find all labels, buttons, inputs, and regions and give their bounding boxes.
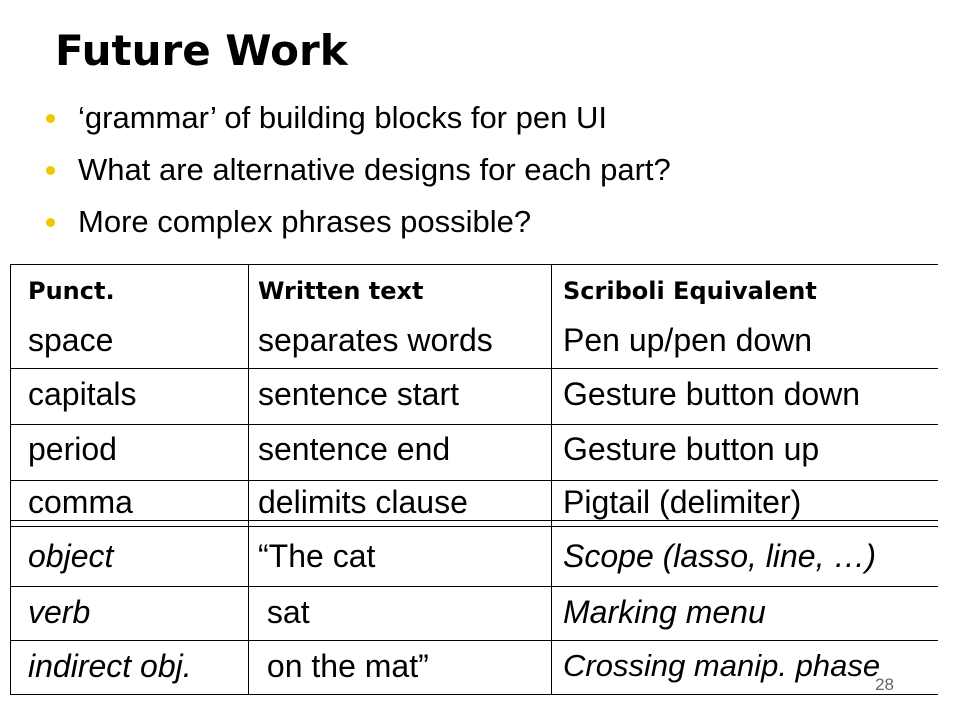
table-cell: comma bbox=[28, 484, 133, 520]
bullet-item bbox=[42, 196, 671, 248]
bullet-item bbox=[42, 92, 671, 144]
table-cell: on the mat” bbox=[258, 648, 429, 684]
bullet-dot-icon bbox=[46, 166, 55, 175]
table-rule bbox=[10, 526, 938, 527]
bullet-dot-icon bbox=[46, 218, 55, 227]
bullet-text: ‘grammar’ of building blocks for pen UI bbox=[78, 100, 607, 135]
table-cell: Pen up/pen down bbox=[563, 322, 813, 358]
bullet-dot-icon bbox=[46, 114, 55, 123]
table-divider bbox=[551, 264, 552, 694]
column-header: Punct. bbox=[28, 277, 115, 305]
grammar-table bbox=[10, 264, 938, 694]
page-number: 28 bbox=[875, 675, 894, 694]
table-cell: “The cat bbox=[258, 538, 376, 574]
table-cell: sentence end bbox=[258, 431, 451, 467]
table-cell: Gesture button up bbox=[563, 431, 820, 467]
table-cell: Scope (lasso, line, …) bbox=[563, 538, 877, 574]
column-header: Scriboli Equivalent bbox=[563, 277, 817, 305]
column-header: Written text bbox=[258, 277, 424, 305]
table-rule bbox=[10, 424, 938, 425]
bullet-text: What are alternative designs for each part? bbox=[78, 152, 671, 187]
table-cell: Crossing manip. phase bbox=[563, 648, 881, 683]
table-cell: capitals bbox=[28, 376, 137, 412]
bullet-list bbox=[42, 92, 671, 248]
table-divider bbox=[10, 264, 11, 694]
table-rule bbox=[10, 640, 938, 641]
bullet-item bbox=[42, 144, 671, 196]
table-cell: space bbox=[28, 322, 114, 358]
table-cell: indirect obj. bbox=[28, 648, 192, 684]
table-cell: Gesture button down bbox=[563, 376, 861, 412]
table-cell: verb bbox=[28, 594, 91, 630]
table-rule bbox=[10, 480, 938, 481]
table-cell: sat bbox=[258, 594, 310, 630]
table-divider bbox=[248, 264, 249, 694]
table-cell: period bbox=[28, 431, 117, 467]
table-cell: Marking menu bbox=[563, 594, 766, 630]
table-cell: delimits clause bbox=[258, 484, 468, 520]
table-rule bbox=[10, 368, 938, 369]
table-cell: separates words bbox=[258, 322, 493, 358]
table-rule bbox=[10, 694, 938, 695]
table-rule bbox=[10, 586, 938, 587]
slide-title: Future Work bbox=[55, 26, 348, 75]
table-cell: Pigtail (delimiter) bbox=[563, 484, 802, 520]
table-rule bbox=[10, 264, 938, 265]
bullet-text: More complex phrases possible? bbox=[78, 204, 532, 239]
table-cell: object bbox=[28, 538, 114, 574]
table-cell: sentence start bbox=[258, 376, 459, 412]
